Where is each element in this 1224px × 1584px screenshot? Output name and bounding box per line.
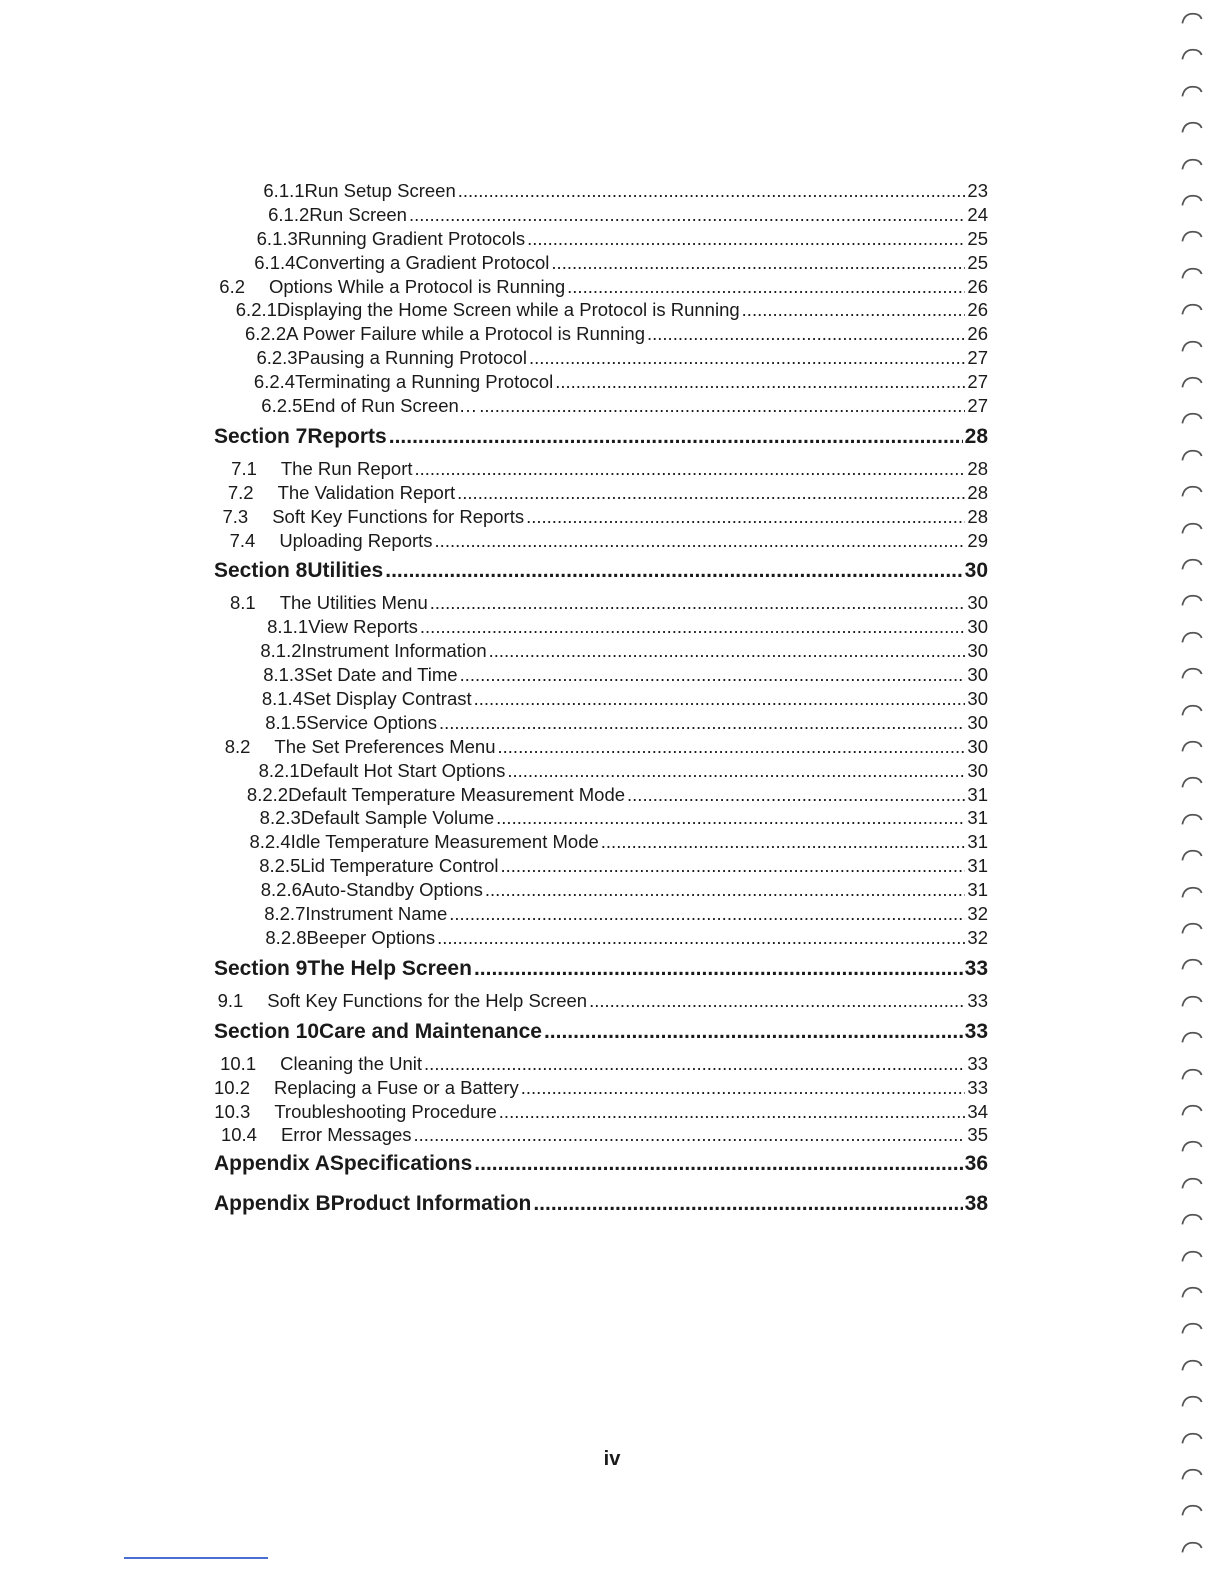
binding-ring [1180,958,1204,972]
toc-entry-title: Lid Temperature Control [300,855,499,877]
dot-leader [627,784,965,806]
toc-entry-title: Specifications [329,1152,473,1176]
dot-leader [457,482,965,504]
binding-ring [1180,48,1204,62]
toc-entry-subnumber: 6.2.4 [253,371,296,393]
binding-ring [1180,1504,1204,1518]
binding-ring [1180,1541,1204,1555]
toc-entry-page: 31 [967,783,988,805]
toc-entry-page: 30 [967,711,988,733]
toc-entry-page: 30 [967,688,988,710]
binding-ring [1180,522,1204,536]
toc-entry-title: Replacing a Fuse or a Battery [274,1076,519,1098]
toc-entry-title: Utilities [307,559,384,583]
toc-entry-page: 27 [967,347,988,369]
toc-entry-subnumber: 8.1.1 [267,616,309,638]
toc-entry-title: Pausing a Running Protocol [297,347,527,369]
toc-entry [214,879,988,903]
toc-entry-page: 26 [967,299,988,321]
dot-leader [526,506,965,528]
toc-entry [214,299,988,323]
toc-entry-page: 34 [967,1100,988,1122]
binding-ring [1180,631,1204,645]
dot-leader [424,1053,965,1075]
dot-leader [415,458,966,480]
toc-entry-page: 28 [967,457,988,479]
toc-entry-page: 27 [967,371,988,393]
toc-entry [214,990,988,1014]
toc-entry [214,784,988,808]
binding-ring [1180,667,1204,681]
dot-leader [389,425,963,449]
toc-entry-title: The Run Report [280,457,413,479]
dot-leader [437,927,965,949]
binding-ring [1180,303,1204,317]
toc-entry-number: Section 9 [214,956,308,980]
binding-ring [1180,1395,1204,1409]
binding-ring [1180,1468,1204,1482]
toc-entry-subnumber: 6.2.5 [261,395,303,417]
toc-entry [214,395,988,419]
dot-leader [409,204,965,226]
toc-entry [214,228,988,252]
dot-leader [439,712,965,734]
toc-entry-page: 30 [967,640,988,662]
toc-entry [214,506,988,530]
binding-ring [1180,1140,1204,1154]
toc-entry-title: A Power Failure while a Protocol is Running [286,323,645,345]
dot-leader [501,855,966,877]
toc-entry-page: 30 [967,735,988,757]
toc-entry-title: Set Date and Time [304,664,458,686]
dot-leader [460,664,966,686]
toc-entry-number: Appendix B [214,1192,331,1216]
toc-entry-number: 7.1 [231,457,257,479]
toc-entry-title: Converting a Gradient Protocol [295,251,550,273]
spiral-binding [1178,0,1224,1584]
toc-entry-page: 32 [967,926,988,948]
binding-ring [1180,1031,1204,1045]
toc-entry [214,482,988,506]
toc-entry [214,592,988,616]
dot-leader [589,990,965,1012]
dot-leader [458,180,966,202]
dot-leader [474,688,966,710]
toc-entry-title: The Set Preferences Menu [274,735,496,757]
dot-leader [385,559,962,583]
toc-entry-subnumber: 8.2.6 [260,879,302,901]
toc-entry-number: 7.2 [227,481,254,503]
dot-leader [498,736,966,758]
toc-entry-page: 33 [964,956,988,980]
toc-entry-number: 6.2 [219,275,245,297]
binding-ring [1180,849,1204,863]
toc-entry-subnumber: 8.2.3 [259,807,301,829]
binding-ring [1180,1250,1204,1264]
binding-ring [1180,340,1204,354]
dot-leader [485,879,966,901]
toc-entry-title: Uploading Reports [279,529,433,551]
toc-entry-number: 10.1 [220,1052,257,1074]
toc-entry-page: 31 [967,879,988,901]
toc-entry-title: The Help Screen [307,956,472,980]
toc-entry [214,712,988,736]
binding-ring [1180,158,1204,172]
toc-entry-page: 27 [967,395,988,417]
toc-entry-number: 9.1 [217,989,244,1011]
toc-entry-page: 28 [967,481,988,503]
binding-ring [1180,230,1204,244]
dot-leader [527,228,965,250]
binding-ring [1180,1177,1204,1191]
toc-entry [214,957,988,990]
dot-leader [496,807,965,829]
dot-leader [529,347,965,369]
toc-entry [214,347,988,371]
toc-entry-title: Soft Key Functions for Reports [272,505,525,527]
toc-entry-page: 31 [967,855,988,877]
toc-entry-title: Run Setup Screen [304,180,456,201]
dot-leader [420,616,966,638]
dot-leader [544,1020,963,1044]
toc-entry-subnumber: 8.2.1 [258,759,300,781]
toc-entry-title: Default Sample Volume [300,807,495,829]
binding-ring [1180,121,1204,135]
toc-entry-subnumber: 6.1.1 [263,180,305,201]
toc-entry-page: 29 [967,529,988,551]
toc-entry [214,276,988,300]
toc-entry [214,807,988,831]
toc-entry-subnumber: 8.2.5 [259,855,301,877]
toc-entry-page: 28 [964,424,988,448]
toc-entry-subnumber: 8.1.3 [263,664,305,686]
scan-edge-line [124,1557,268,1559]
toc-entry [214,204,988,228]
binding-ring [1180,704,1204,718]
toc-entry-subnumber: 8.2.4 [249,831,291,853]
binding-ring [1180,1322,1204,1336]
toc-entry [214,736,988,760]
toc-entry-page: 23 [967,180,988,201]
toc-entry-subnumber: 8.1.4 [261,688,303,710]
binding-ring [1180,485,1204,499]
toc-entry-title: Auto-Standby Options [301,879,483,901]
toc-entry-title: End of Run Screen… [302,395,478,417]
toc-entry-subnumber: 6.1.2 [268,203,310,225]
toc-entry [214,371,988,395]
binding-ring [1180,85,1204,99]
toc-entry-title: Instrument Name [305,903,448,925]
dot-leader [567,276,965,298]
toc-entry-title: Default Hot Start Options [299,759,506,781]
binding-ring [1180,449,1204,463]
toc-entry [214,640,988,664]
toc-entry-title: Instrument Information [301,640,487,662]
toc-entry-page: 38 [964,1192,988,1216]
binding-ring [1180,12,1204,26]
toc-entry [214,559,988,592]
toc-entry-number: 8.2 [224,735,251,757]
toc-entry-title: The Validation Report [277,481,456,503]
toc-entry-page: 25 [967,227,988,249]
dot-leader [742,299,966,321]
binding-ring [1180,813,1204,827]
toc-entry-number: 10.4 [220,1124,257,1146]
binding-ring [1180,776,1204,790]
toc-entry [214,831,988,855]
toc-entry [214,1077,988,1101]
dot-leader [647,323,965,345]
toc-entry [214,1124,988,1148]
toc-entry-subnumber: 6.1.4 [254,251,296,273]
binding-ring [1180,194,1204,208]
page-number-footer: iv [603,1448,621,1470]
toc-entry [214,688,988,712]
dot-leader [449,903,965,925]
toc-entry-title: The Utilities Menu [279,592,428,614]
toc-entry-title: Cleaning the Unit [280,1052,423,1074]
dot-leader [507,760,965,782]
toc-entry-title: Default Temperature Measurement Mode [288,783,626,805]
toc-entry-title: Error Messages [280,1124,412,1146]
dot-leader [489,640,966,662]
toc-entry [214,425,988,458]
toc-entry-number: 10.2 [214,1076,251,1098]
toc-entry-title: Idle Temperature Measurement Mode [290,831,599,853]
toc-entry-page: 30 [967,664,988,686]
toc-entry [214,323,988,347]
toc-entry-subnumber: 8.2.8 [265,926,307,948]
toc-entry-page: 30 [964,559,988,583]
toc-entry-page: 33 [967,1052,988,1074]
toc-entry-subnumber: 8.1.2 [260,640,302,662]
binding-ring [1180,1104,1204,1118]
toc-entry [214,1020,988,1053]
toc-entry-page: 33 [967,989,988,1011]
toc-entry-title: Terminating a Running Protocol [295,371,554,393]
toc-entry-title: Set Display Contrast [303,688,472,710]
toc-entry [214,760,988,784]
toc-entry-subnumber: 8.2.7 [264,903,306,925]
toc-entry-page: 35 [967,1124,988,1146]
toc-entry-subnumber: 6.2.1 [235,299,277,321]
dot-leader [474,957,963,981]
toc-entry-title: Troubleshooting Procedure [274,1100,497,1122]
dot-leader [479,395,965,417]
toc-entry-page: 30 [967,616,988,638]
toc-entry-number: Section 7 [214,424,308,448]
dot-leader [435,530,966,552]
toc-entry-title: Soft Key Functions for the Help Screen [267,989,588,1011]
binding-ring [1180,267,1204,281]
binding-ring [1180,1432,1204,1446]
toc-entry-title: Running Gradient Protocols [297,227,526,249]
toc-entry [214,855,988,879]
toc-entry-title: View Reports [308,616,418,638]
dot-leader [521,1077,966,1099]
toc-entry [214,927,988,951]
toc-entry [214,180,988,204]
toc-entry-page: 28 [967,505,988,527]
toc-entry [214,458,988,482]
toc-entry [214,1152,988,1188]
toc-entry-page: 30 [967,759,988,781]
toc-entry-subnumber: 6.1.3 [256,227,298,249]
binding-ring [1180,412,1204,426]
toc-entry-title: Product Information [330,1192,532,1216]
toc-entry-page: 25 [967,251,988,273]
toc-entry-title: Displaying the Home Screen while a Protocol is Running [276,299,740,321]
dot-leader [414,1124,966,1146]
toc-entry [214,903,988,927]
binding-ring [1180,740,1204,754]
dot-leader [533,1192,962,1216]
toc-entry-subnumber: 8.1.5 [265,711,307,733]
binding-ring [1180,558,1204,572]
toc-entry [214,1101,988,1125]
toc-entry [214,1053,988,1077]
dot-leader [430,592,966,614]
binding-ring [1180,922,1204,936]
toc-entry-number: 7.4 [229,529,256,551]
dot-leader [499,1101,966,1123]
toc-entry-subnumber: 8.2.2 [246,783,289,805]
toc-entry-page: 31 [967,807,988,829]
table-of-contents [214,180,988,1228]
toc-entry-page: 26 [967,323,988,345]
toc-entry [214,530,988,554]
toc-entry-number: 8.1 [229,592,256,614]
binding-ring [1180,1359,1204,1373]
dot-leader [555,371,965,393]
binding-ring [1180,1286,1204,1300]
toc-entry-number: Section 8 [214,559,308,583]
binding-ring [1180,594,1204,608]
toc-entry-title: Options While a Protocol is Running [269,275,566,297]
toc-entry-title: Care and Maintenance [319,1019,542,1043]
toc-entry-number: Section 10 [214,1019,320,1043]
dot-leader [474,1152,962,1176]
binding-ring [1180,376,1204,390]
toc-entry [214,1192,988,1228]
toc-entry-title: Reports [307,424,387,448]
toc-entry-title: Beeper Options [306,926,436,948]
toc-entry-subnumber: 6.2.3 [256,347,298,369]
binding-ring [1180,886,1204,900]
dot-leader [551,252,965,274]
toc-entry-page: 24 [967,203,988,225]
toc-entry-title: Service Options [306,711,437,733]
toc-entry-page: 33 [964,1019,988,1043]
toc-entry-title: Run Screen [309,203,407,225]
toc-entry [214,616,988,640]
binding-ring [1180,1068,1204,1082]
toc-entry [214,252,988,276]
dot-leader [601,831,966,853]
toc-entry-page: 30 [967,592,988,614]
toc-entry-subnumber: 6.2.2 [244,323,287,345]
toc-entry-page: 26 [967,275,988,297]
toc-entry-page: 31 [967,831,988,853]
toc-entry-page: 33 [967,1076,988,1098]
binding-ring [1180,1213,1204,1227]
toc-entry-page: 36 [964,1152,988,1176]
toc-entry-number: 7.3 [222,505,249,527]
binding-ring [1180,995,1204,1009]
toc-entry-number: Appendix A [214,1152,330,1176]
toc-entry [214,664,988,688]
toc-entry-page: 32 [967,903,988,925]
toc-entry-number: 10.3 [214,1100,251,1122]
